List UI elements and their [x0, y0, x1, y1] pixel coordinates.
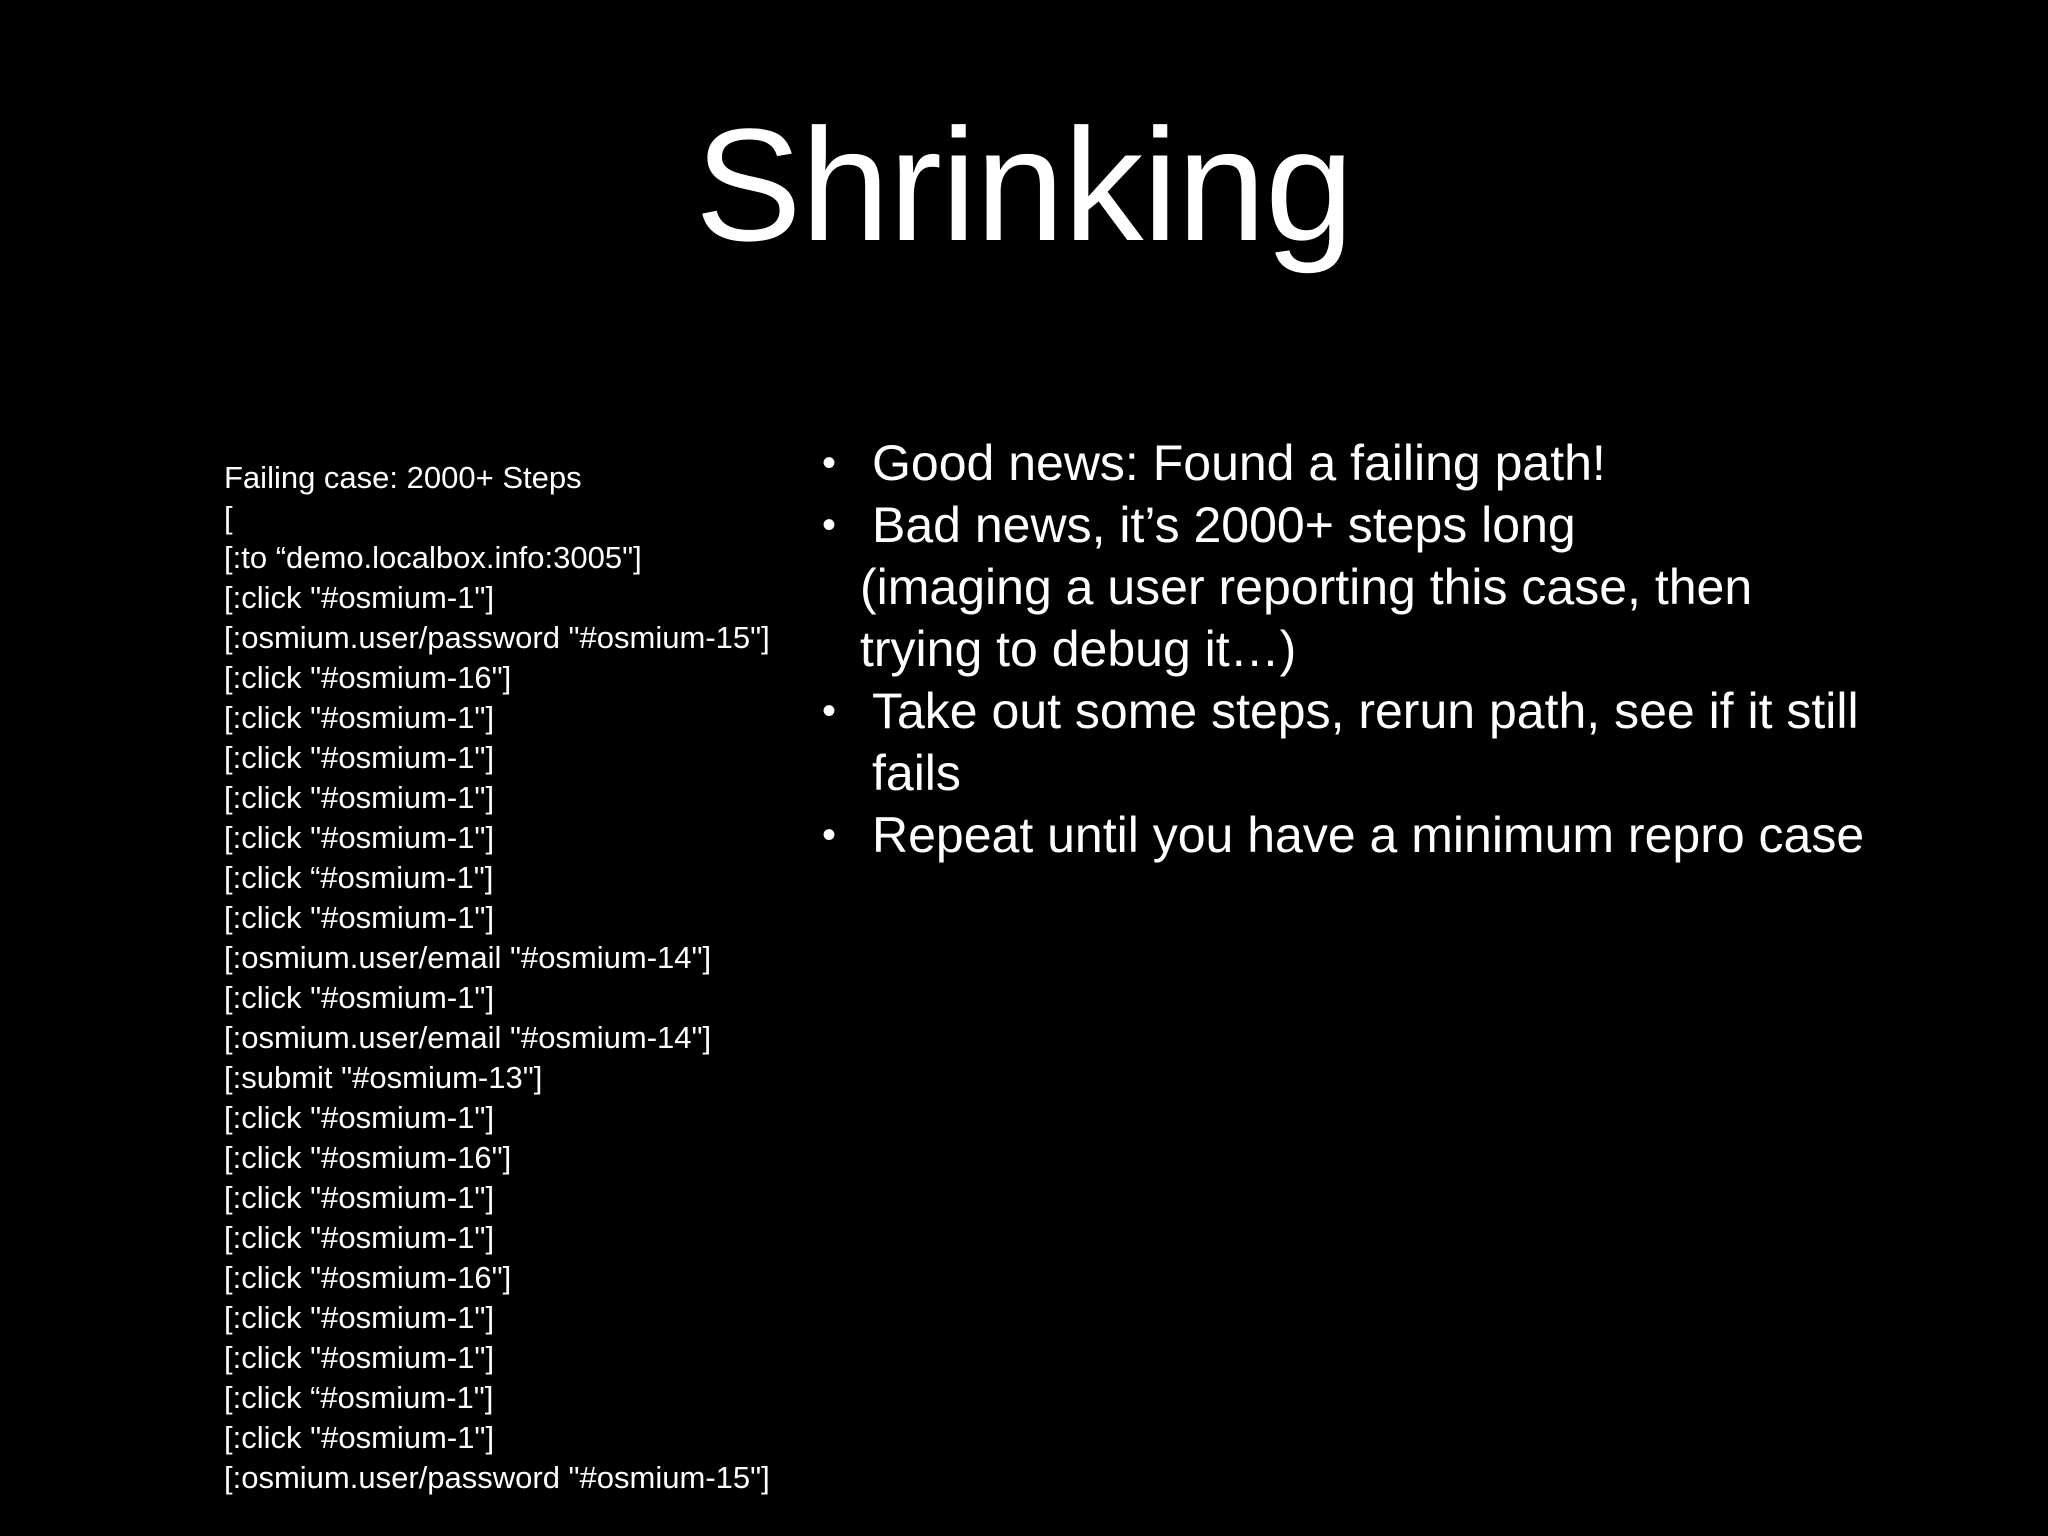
bullet-item-good-news [818, 432, 2018, 494]
bullet-marker: • [822, 689, 837, 733]
code-line: [:submit "#osmium-13"] [224, 1060, 543, 1095]
code-line: [:click "#osmium-1"] [224, 1100, 495, 1135]
failing-case-steps-list [224, 458, 824, 1498]
code-line: [:to “demo.localbox.info:3005"] [224, 540, 642, 575]
bullet-marker: • [822, 503, 837, 547]
bullet-text-continuation: trying to debug it…) [860, 621, 1297, 677]
bullet-marker: • [822, 813, 837, 857]
code-line: [:osmium.user/password "#osmium-15"] [224, 1460, 770, 1495]
bullet-text: Bad news, it’s 2000+ steps long [872, 497, 1576, 553]
code-line: [:click "#osmium-1"] [224, 580, 495, 615]
code-line: [:click "#osmium-1"] [224, 700, 495, 735]
code-line: [:click "#osmium-1"] [224, 1300, 495, 1335]
bullet-text: Repeat until you have a minimum repro case [872, 807, 1865, 863]
bullet-text-continuation: (imaging a user reporting this case, then [860, 559, 1753, 615]
code-line: [:click "#osmium-1"] [224, 780, 495, 815]
bullet-text-continuation: fails [872, 745, 961, 801]
code-line: [:click "#osmium-16"] [224, 1140, 512, 1175]
bullet-item-repeat [818, 804, 2018, 866]
code-line-header: Failing case: 2000+ Steps [224, 460, 582, 495]
code-line: [:click "#osmium-16"] [224, 1260, 512, 1295]
code-line: [:click "#osmium-1"] [224, 820, 495, 855]
bullet-list [818, 432, 2018, 866]
code-line: [:click "#osmium-1"] [224, 740, 495, 775]
code-line: [:click “#osmium-1"] [224, 860, 494, 895]
bullet-text: Good news: Found a failing path! [872, 435, 1606, 491]
bullet-item-take-out-steps [818, 680, 2018, 804]
code-line: [:osmium.user/password "#osmium-15"] [224, 620, 770, 655]
code-line: [:osmium.user/email "#osmium-14"] [224, 1020, 712, 1055]
code-line: [:click "#osmium-1"] [224, 900, 495, 935]
code-line: [:click "#osmium-16"] [224, 660, 512, 695]
bullet-text: Take out some steps, rerun path, see if it still [872, 683, 1859, 739]
code-line: [:click "#osmium-1"] [224, 1420, 495, 1455]
bullet-marker: • [822, 441, 837, 485]
code-line: [:click “#osmium-1"] [224, 1380, 494, 1415]
code-line: [:click "#osmium-1"] [224, 1180, 495, 1215]
code-line: [:click "#osmium-1"] [224, 980, 495, 1015]
slide-title: Shrinking [694, 95, 1354, 274]
code-line: [:osmium.user/email "#osmium-14"] [224, 940, 712, 975]
bullet-item-bad-news [818, 494, 2018, 680]
code-line: [:click "#osmium-1"] [224, 1220, 495, 1255]
code-line: [ [224, 500, 233, 535]
code-line: [:click "#osmium-1"] [224, 1340, 495, 1375]
